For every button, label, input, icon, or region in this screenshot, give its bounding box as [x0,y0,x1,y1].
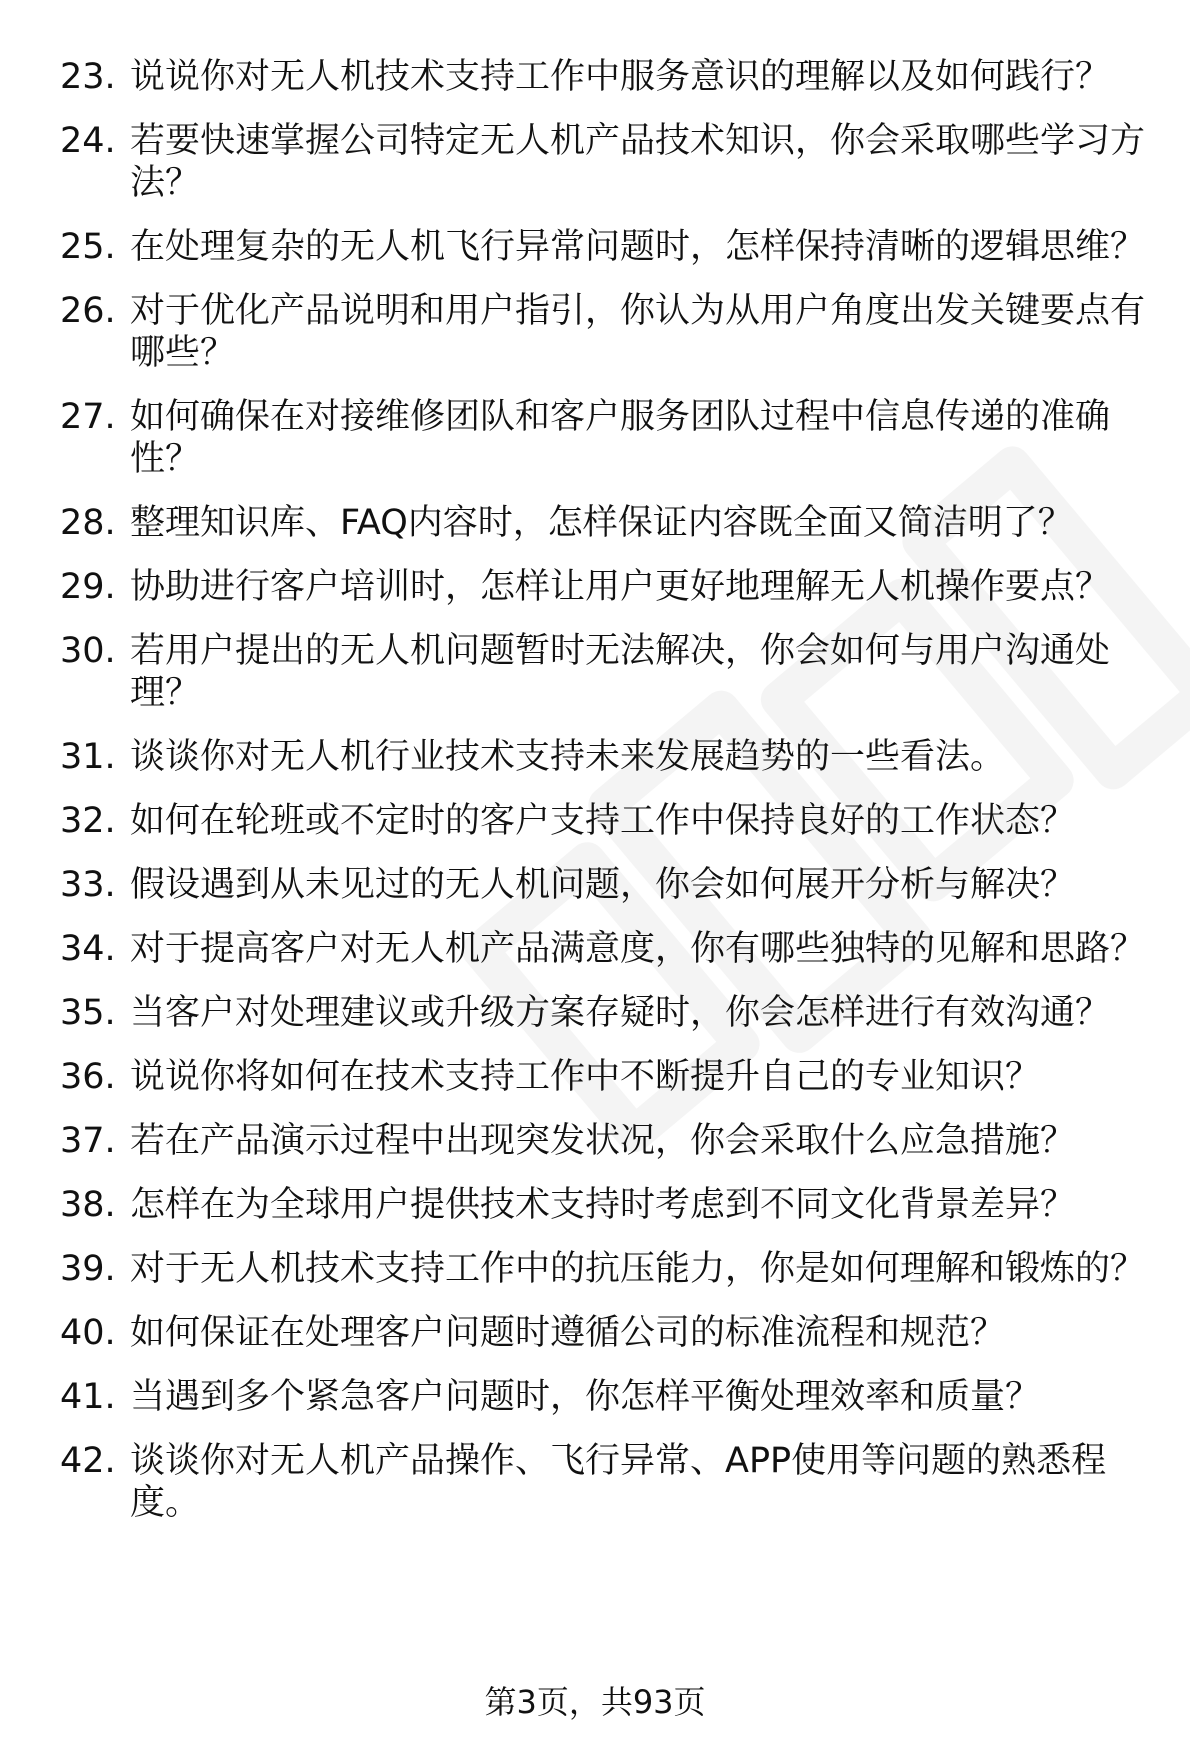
question-number: 35. [60,993,116,1033]
question-text: 当客户对处理建议或升级方案存疑时，你会怎样进行有效沟通？ [130,993,1111,1033]
question-text: 如何在轮班或不定时的客户支持工作中保持良好的工作状态？ [130,801,1076,841]
question-text: 谈谈你对无人机行业技术支持未来发展趋势的一些看法。 [130,737,1006,777]
question-number: 24. [60,121,116,161]
question-list [60,56,1150,1546]
question-text: 若在产品演示过程中出现突发状况，你会采取什么应急措施？ [130,1121,1076,1161]
question-text: 协助进行客户培训时，怎样让用户更好地理解无人机操作要点？ [130,567,1111,607]
question-number: 29. [60,567,116,607]
question-number: 33. [60,865,116,905]
question-text: 对于无人机技术支持工作中的抗压能力，你是如何理解和锻炼的？ [130,1249,1146,1289]
question-item [60,226,1150,268]
page-footer [0,1682,1190,1722]
question-number: 26. [60,291,116,331]
question-text: 当遇到多个紧急客户问题时，你怎样平衡处理效率和质量？ [130,1377,1041,1417]
question-text: 若用户提出的无人机问题暂时无法解决，你会如何与用户沟通处理？ [130,631,1111,713]
question-text: 在处理复杂的无人机飞行异常问题时，怎样保持清晰的逻辑思维？ [130,227,1146,267]
question-number: 39. [60,1249,116,1289]
question-number: 40. [60,1313,116,1353]
question-text: 如何保证在处理客户问题时遵循公司的标准流程和规范？ [130,1313,1006,1353]
question-text: 如何确保在对接维修团队和客户服务团队过程中信息传递的准确性？ [130,397,1111,479]
question-number: 34. [60,929,116,969]
page-number: 第3页，共93页 [484,1683,706,1721]
question-number: 25. [60,227,116,267]
question-item [60,566,1150,608]
question-item [60,630,1150,714]
question-item [60,928,1150,970]
question-text: 若要快速掌握公司特定无人机产品技术知识，你会采取哪些学习方法？ [130,121,1146,203]
question-item [60,1376,1150,1418]
question-item [60,1248,1150,1290]
question-item [60,1312,1150,1354]
question-item [60,992,1150,1034]
question-number: 42. [60,1441,116,1481]
question-text: 对于优化产品说明和用户指引，你认为从用户角度出发关键要点有哪些？ [130,291,1146,373]
question-text: 假设遇到从未见过的无人机问题，你会如何展开分析与解决？ [130,865,1076,905]
question-text: 对于提高客户对无人机产品满意度，你有哪些独特的见解和思路？ [130,929,1146,969]
question-item [60,1440,1150,1524]
question-item [60,290,1150,374]
question-item [60,396,1150,480]
question-number: 32. [60,801,116,841]
question-item [60,56,1150,98]
question-number: 41. [60,1377,116,1417]
question-item [60,1120,1150,1162]
question-item [60,1056,1150,1098]
question-number: 23. [60,57,116,97]
question-item [60,864,1150,906]
question-number: 37. [60,1121,116,1161]
question-number: 30. [60,631,116,671]
question-text: 怎样在为全球用户提供技术支持时考虑到不同文化背景差异？ [130,1185,1076,1225]
question-text: 整理知识库、FAQ内容时，怎样保证内容既全面又简洁明了？ [130,503,1073,543]
question-number: 38. [60,1185,116,1225]
question-text: 说说你对无人机技术支持工作中服务意识的理解以及如何践行？ [130,57,1111,97]
question-item [60,1184,1150,1226]
question-item [60,736,1150,778]
question-item [60,120,1150,204]
question-text: 谈谈你对无人机产品操作、飞行异常、APP使用等问题的熟悉程度。 [130,1441,1107,1523]
question-number: 28. [60,503,116,543]
question-number: 31. [60,737,116,777]
question-item [60,800,1150,842]
question-number: 36. [60,1057,116,1097]
question-item [60,502,1150,544]
question-number: 27. [60,397,116,437]
question-text: 说说你将如何在技术支持工作中不断提升自己的专业知识？ [130,1057,1041,1097]
